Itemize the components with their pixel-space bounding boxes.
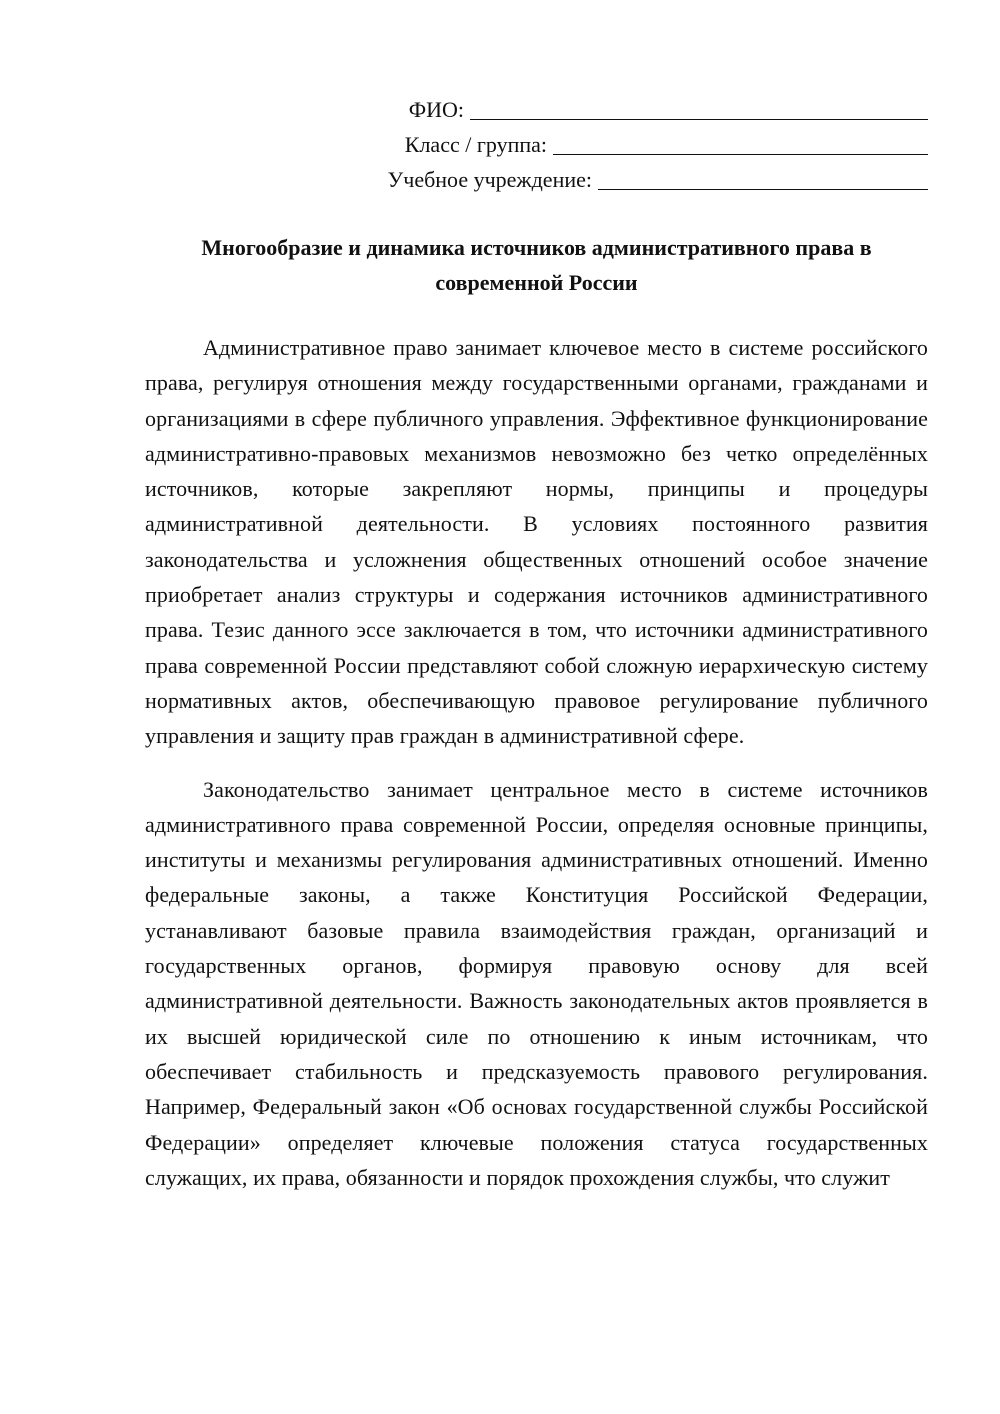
student-info-fields bbox=[368, 92, 928, 197]
essay-title: Многообразие и динамика источников административного права в современной России bbox=[201, 235, 872, 295]
fio-field-row bbox=[368, 92, 928, 127]
fio-blank-line bbox=[470, 97, 928, 120]
class-group-label: Класс / группа: bbox=[404, 132, 547, 157]
school-label: Учебное учреждение: bbox=[387, 167, 592, 192]
paragraph-legislation: Законодательство занимает центральное место в системе источников административного права современной России, определяя основные принципы, институты и механизмы регулирования административных отношений. Именно федеральные законы, а также Конституция Российской Федерации, устанавливают базовые правила взаимодействия граждан, организаций и государственных органов, формируя правовую основу для всей административной деятельности. Важность законодательных актов проявляется в их высшей юридической силе по отношению к иным источникам, что обеспечивает стабильность и предсказуемость правового регулирования. Например, Федеральный закон «Об основах государственной службы Российской Федерации» определяет ключевые положения статуса государственных служащих, их права, обязанности и порядок прохождения службы, что служит bbox=[145, 776, 928, 1190]
school-blank-line bbox=[598, 167, 928, 190]
essay-body bbox=[145, 330, 928, 1213]
fio-label: ФИО: bbox=[408, 97, 464, 122]
class-group-blank-line bbox=[553, 132, 928, 155]
paragraph-introduction: Административное право занимает ключевое место в системе российского права, регулируя отношения между государственными органами, гражданами и организациями в сфере публичного управления. Эффективное функционирование административно-правовых механизмов невозможно без четко определённых источников, которые закрепляют нормы, принципы и процедуры административной деятельности. В условиях постоянного развития законодательства и усложнения общественных отношений особое значение приобретает анализ структуры и содержания источников административного права. Тезис данного эссе заключается в том, что источники административного права современной России представляют собой сложную иерархическую систему нормативных актов, обеспечивающую правовое регулирование публичного управления и защиту прав граждан в административной сфере. bbox=[145, 335, 928, 749]
class-field-row bbox=[368, 127, 928, 162]
school-field-row bbox=[368, 162, 928, 197]
